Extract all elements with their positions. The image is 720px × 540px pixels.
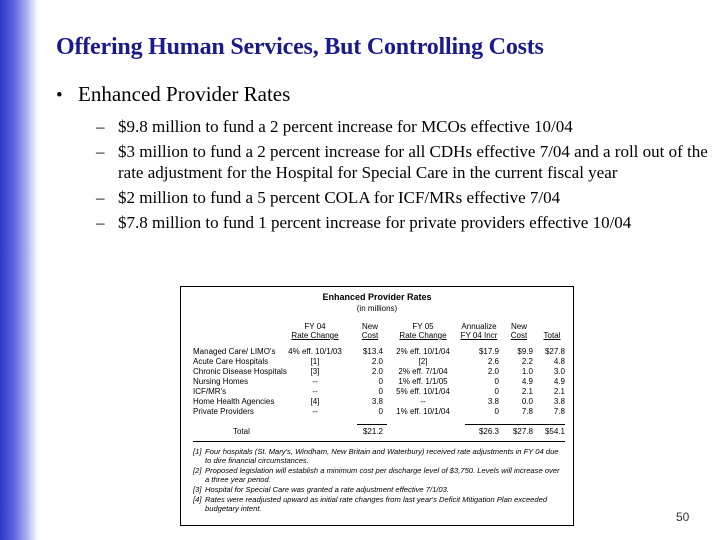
row-label: ICF/MR's <box>193 387 227 396</box>
cell-new-cost-2: 4.9 <box>521 377 533 386</box>
cell-fy04: -- <box>312 377 318 386</box>
cell-annualize: 0 <box>494 377 499 386</box>
cell-fy04: [4] <box>310 397 320 406</box>
provider-rates-table <box>180 286 574 526</box>
footnote-text: Rates were readjusted upward as initial rate changes from last year's Deficit Mitigation Plan exceeded budgetary intent. <box>205 495 548 513</box>
header-new1-line1: New <box>361 322 378 331</box>
page-number: 50 <box>676 510 690 524</box>
cell-fy05: 5% eff. 10/1/04 <box>396 387 450 396</box>
dash-marker: – <box>96 117 105 136</box>
cell-fy04: -- <box>312 407 318 416</box>
cell-total: 7.8 <box>553 407 565 416</box>
cell-new-cost-1: 2.0 <box>371 367 383 376</box>
cell-fy05: [2] <box>418 357 428 366</box>
header-new1-line2: Cost <box>361 331 379 340</box>
sub-bullet-text: $7.8 million to fund 1 percent increase for private providers effective 10/04 <box>118 213 632 232</box>
cell-total: 3.8 <box>553 397 565 406</box>
sub-bullet-text: $2 million to fund a 5 percent COLA for ICF/MRs effective 7/04 <box>118 188 561 207</box>
footnote <box>193 495 565 513</box>
total-total: $54.1 <box>544 427 565 436</box>
table-title: Enhanced Provider Rates <box>322 292 432 302</box>
cell-annualize: 2.6 <box>487 357 499 366</box>
header-fy05-line2: Rate Change <box>399 331 447 340</box>
total-new-cost-1: $21.2 <box>362 427 383 436</box>
cell-fy05: 2% eff. 7/1/04 <box>398 367 448 376</box>
cell-annualize: 0 <box>494 407 499 416</box>
sub-bullet-item <box>96 187 708 208</box>
row-label: Managed Care/ LIMO's <box>193 347 276 356</box>
cell-total: 4.8 <box>553 357 565 366</box>
cell-fy04: [3] <box>310 367 320 376</box>
table-row <box>181 377 573 387</box>
footnote <box>193 485 565 494</box>
table-footnotes <box>193 447 565 514</box>
cell-fy05: 1% eff. 1/1/05 <box>398 377 448 386</box>
cell-total: 4.9 <box>553 377 565 386</box>
row-label: Acute Care Hospitals <box>193 357 269 366</box>
total-annualize: $26.3 <box>478 427 499 436</box>
notes-divider <box>193 441 565 442</box>
sub-bullet-text: $3 million to fund a 2 percent increase for all CDHs effective 7/04 and a roll out of the rate adjustment for the Hospital for Special Care in the current fiscal year <box>118 142 708 182</box>
cell-fy04: 4% eff. 10/1/03 <box>288 347 342 356</box>
row-label: Nursing Homes <box>193 377 249 386</box>
table-row <box>181 397 573 407</box>
cell-new-cost-1: 3.8 <box>371 397 383 406</box>
cell-new-cost-2: 1.0 <box>521 367 533 376</box>
header-fy05 <box>391 322 455 340</box>
table-row <box>181 407 573 417</box>
table-row <box>181 357 573 367</box>
sub-bullet-text: $9.8 million to fund a 2 percent increase for MCOs effective 10/04 <box>118 117 573 136</box>
total-rule <box>465 424 565 425</box>
cell-total: 2.1 <box>553 387 565 396</box>
row-label: Private Providers <box>193 407 254 416</box>
cell-new-cost-2: 7.8 <box>521 407 533 416</box>
total-label: Total <box>233 427 250 436</box>
bullet-text: Enhanced Provider Rates <box>78 82 291 106</box>
cell-new-cost-1: 0 <box>378 377 383 386</box>
cell-fy04: [1] <box>310 357 320 366</box>
footnote-number: [4] <box>193 495 202 504</box>
header-fy04 <box>285 322 345 340</box>
slide-title: Offering Human Services, But Controlling Costs <box>56 34 544 60</box>
footnote <box>193 466 565 484</box>
header-total-line2: Total <box>543 331 561 340</box>
cell-new-cost-2: 0.0 <box>521 397 533 406</box>
cell-total: $27.8 <box>544 347 565 356</box>
header-annualize <box>455 322 503 340</box>
footnote-text: Proposed legislation will establish a minimum cost per discharge level of $3,750. Levels will increase over a three year period. <box>205 466 560 484</box>
table-row <box>181 347 573 357</box>
table-subtitle: (in millions) <box>356 304 398 313</box>
main-bullet <box>56 82 290 107</box>
footnote-text: Four hospitals (St. Mary's, Windham, New Britain and Waterbury) received rate adjustments in FY 04 due to dire financial circumstances. <box>205 447 559 465</box>
cell-new-cost-1: 0 <box>378 407 383 416</box>
sub-bullet-list <box>96 116 708 237</box>
header-fy04-line1: FY 04 <box>304 322 326 331</box>
header-fy04-line2: Rate Change <box>291 331 339 340</box>
header-new2-line1: New <box>510 322 527 331</box>
cell-new-cost-1: $13.4 <box>362 347 383 356</box>
cell-total: 3.0 <box>553 367 565 376</box>
dash-marker: – <box>96 142 105 161</box>
sub-bullet-item <box>96 116 708 137</box>
cell-fy04: -- <box>312 387 318 396</box>
cell-new-cost-1: 2.0 <box>371 357 383 366</box>
dash-marker: – <box>96 213 105 232</box>
footnote-number: [3] <box>193 485 202 494</box>
footnote-number: [1] <box>193 447 202 456</box>
header-annualize-line1: Annualize <box>461 322 497 331</box>
header-new-cost-1 <box>353 322 387 340</box>
header-new-cost-2 <box>503 322 535 340</box>
footnote-text: Hospital for Special Care was granted a rate adjustment effective 7/1/03. <box>205 485 449 494</box>
row-label: Home Health Agencies <box>193 397 275 406</box>
row-label: Chronic Disease Hospitals <box>193 367 287 376</box>
bullet-marker: • <box>56 85 63 106</box>
cell-fy05: 1% eff. 10/1/04 <box>396 407 450 416</box>
header-total-line1 <box>535 322 569 331</box>
footnote <box>193 447 565 465</box>
table-row <box>181 387 573 397</box>
sub-bullet-item <box>96 212 708 233</box>
header-fy05-line1: FY 05 <box>412 322 434 331</box>
header-new2-line2: Cost <box>510 331 528 340</box>
cell-new-cost-2: 2.2 <box>521 357 533 366</box>
slide-sidebar-gradient <box>0 0 38 540</box>
cell-new-cost-1: 0 <box>378 387 383 396</box>
cell-fy05: -- <box>420 397 426 406</box>
dash-marker: – <box>96 188 105 207</box>
footnote-number: [2] <box>193 466 202 475</box>
table-total-row <box>181 427 573 437</box>
cell-annualize: 0 <box>494 387 499 396</box>
cell-annualize: 2.0 <box>487 367 499 376</box>
cell-annualize: $17.9 <box>478 347 499 356</box>
table-row <box>181 367 573 377</box>
cell-new-cost-2: $9.9 <box>517 347 533 356</box>
total-rule <box>357 424 387 425</box>
header-annualize-line2: FY 04 Incr <box>460 331 498 340</box>
cell-annualize: 3.8 <box>487 397 499 406</box>
total-new-cost-2: $27.8 <box>512 427 533 436</box>
cell-new-cost-2: 2.1 <box>521 387 533 396</box>
cell-fy05: 2% eff. 10/1/04 <box>396 347 450 356</box>
header-total <box>535 322 569 340</box>
sub-bullet-item <box>96 141 708 183</box>
